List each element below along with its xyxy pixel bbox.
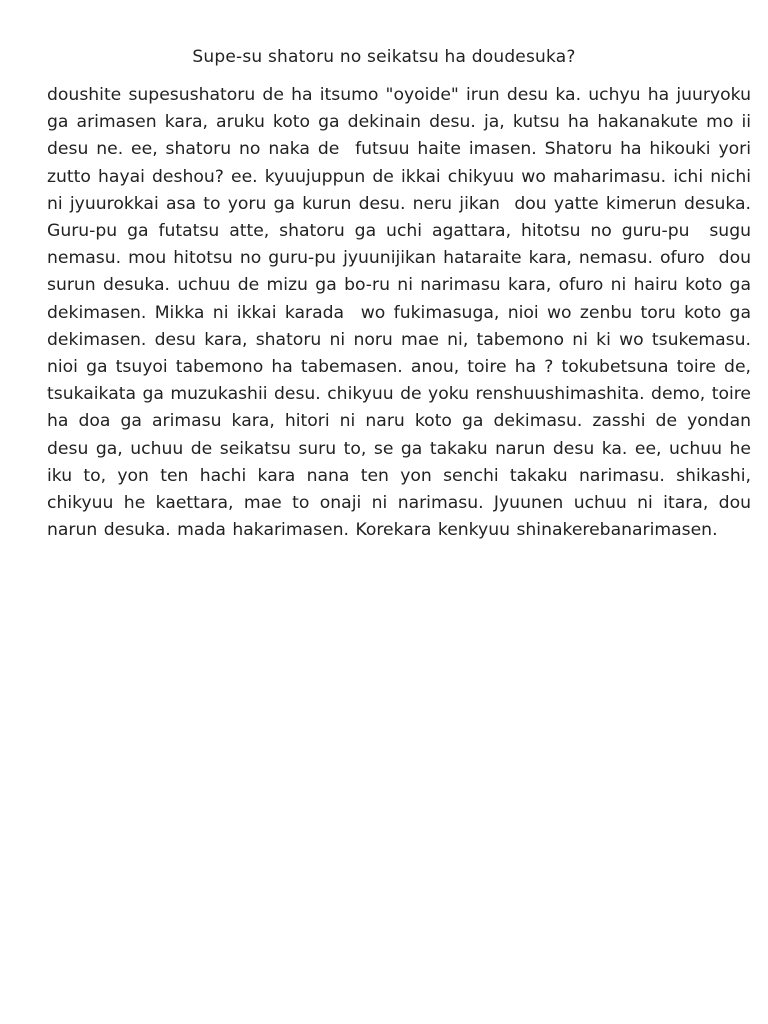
document-title: Supe-su shatoru no seikatsu ha doudesuka?: [192, 47, 576, 67]
document-body-paragraph: doushite supesushatoru de ha itsumo "oyoide" irun desu ka. uchyu ha juuryoku ga arimasen kara, aruku koto ga dekinain desu. ja, kutsu ha hakanakute mo ii desu ne. ee, shatoru no naka de futsuu haite imasen. Shatoru ha hikouki yori zutto hayai deshou? ee. kyuujuppun de ikkai chikyuu wo maharimasu. ichi nichi ni jyuurokkai asa to yoru ga kurun desu. neru jikan dou yatte kimerun desuka. Guru-pu ga futatsu atte, shatoru ga uchi agattara, hitotsu no guru-pu sugu nemasu. mou hitotsu no guru-pu jyuunijikan hataraite kara, nemasu. ofuro dou surun desuka. uchuu de mizu ga bo-ru ni narimasu kara, ofuro ni hairu koto ga dekimasen. Mikka ni ikkai karada wo fukimasuga, nioi wo zenbu toru koto ga dekimasen. desu kara, shatoru ni noru mae ni, tabemono ni ki wo tsukemasu. nioi ga tsuyoi tabemono ha tabemasen. anou, toire ha ? tokubetsuna toire de, tsukaikata ga muzukashii desu. chikyuu de yoku renshuushimashita. demo, toire ha doa ga arimasu kara, hitori ni naru koto ga dekimasu. zasshi de yondan desu ga, uchuu de seikatsu suru to, se ga takaku narun desu ka. ee, uchuu he iku to, yon ten hachi kara nana ten yon senchi takaku narimasu. shikashi, chikyuu he kaettara, mae to onaji ni narimasu. Jyuunen uchuu ni itara, dou narun desuka. mada hakarimasen. Korekara kenkyuu shinakerebanarimasen.: [47, 85, 758, 541]
